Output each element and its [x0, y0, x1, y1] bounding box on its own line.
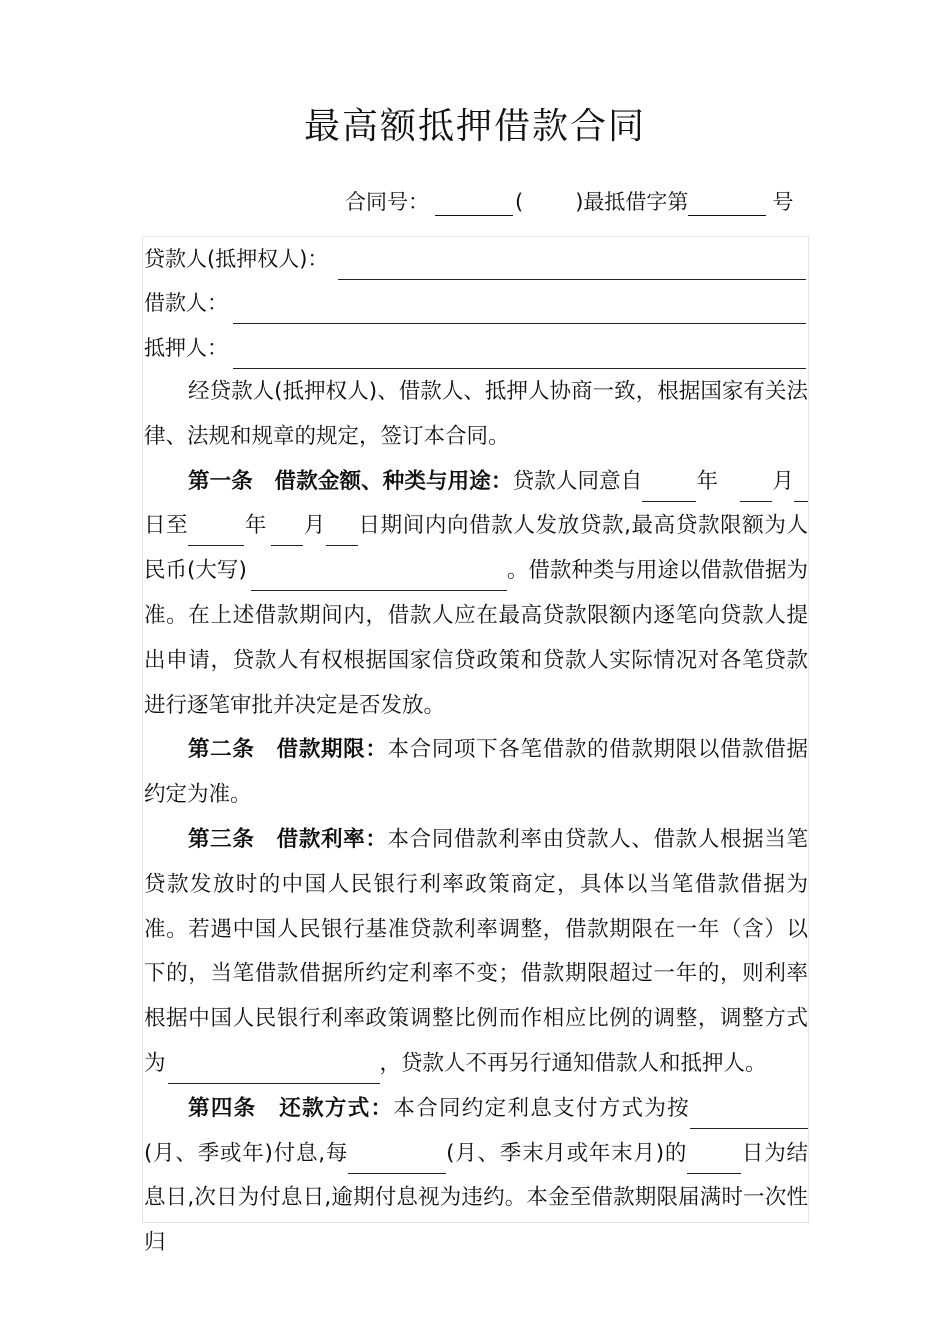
article-2-text: 本合同项下各笔借款的借款期限以借款借据约定为准。 — [144, 737, 808, 808]
end-month-blank[interactable] — [271, 523, 303, 546]
contract-year-blank[interactable] — [435, 191, 513, 216]
end-month-label: 月 — [303, 513, 326, 539]
article-3-text: 本合同借款利率由贷款人、借款人根据当笔贷款发放时的中国人民银行利率政策商定，具体以当笔借款借据为准。若遇中国人民银行基准贷款利率调整，借款期限在一年（含）以下的，当笔借款借据所约定利率不变；借款期限超过一年的，则利率根据中国人民银行利率政策调整比例而作相应比例的调整，调整方式为 — [144, 826, 808, 1076]
contract-number-label: 合同号： — [345, 190, 429, 214]
contract-serial-blank[interactable] — [688, 191, 766, 216]
document-title: 最高额抵押借款合同 — [303, 106, 646, 147]
start-month-label: 月 — [772, 468, 794, 494]
borrower-label: 借款人： — [144, 291, 228, 315]
article-1-heading: 第一条 借款金额、种类与用途： — [188, 468, 513, 494]
lender-label: 贷款人(抵押权人)： — [144, 247, 329, 271]
article-1-text-1: 贷款人同意自 — [512, 468, 643, 494]
article-2 — [144, 728, 808, 818]
settlement-day-blank[interactable] — [687, 1151, 741, 1174]
article-1-text-4: 。借款种类与用途以借款借据为准。在上述借款期间内，借款人应在最高贷款限额内逐笔向贷款人提出申请，贷款人有权根据国家信贷政策和贷款人实际情况对各笔贷款进行逐笔审批并决定是否发放。 — [144, 558, 808, 718]
loan-limit-amount-blank[interactable] — [251, 568, 507, 591]
borrower-field[interactable] — [233, 323, 806, 324]
end-year-label: 年 — [244, 513, 268, 539]
article-4-text-1: 本合同约定利息支付方式为按 — [393, 1095, 690, 1121]
contract-body — [144, 370, 808, 1266]
end-year-blank[interactable] — [188, 523, 244, 546]
article-2-heading: 第二条 借款期限： — [188, 737, 388, 763]
contract-type-text: )最抵借字第 — [575, 190, 689, 214]
article-4 — [144, 1087, 808, 1266]
article-4-text-3: (月、季末月或年末月)的 — [446, 1140, 688, 1166]
end-day-blank[interactable] — [326, 523, 358, 546]
interest-payment-basis-blank[interactable] — [690, 1106, 808, 1129]
interest-period-blank[interactable] — [348, 1151, 446, 1174]
article-4-text-2: (月、季或年)付息,每 — [144, 1140, 349, 1166]
contract-number-line — [345, 186, 793, 216]
contract-open-paren: ( — [515, 190, 524, 214]
lender-field[interactable] — [338, 279, 806, 280]
start-year-blank[interactable] — [642, 479, 696, 502]
article-1-text-2: 日至 — [144, 513, 189, 539]
mortgagor-label: 抵押人： — [144, 336, 228, 360]
article-1 — [144, 460, 808, 729]
mortgagor-field[interactable] — [233, 368, 806, 369]
intro-paragraph: 经贷款人(抵押权人)、借款人、抵押人协商一致，根据国家有关法律、法规和规章的规定，签订本合同。 — [144, 379, 808, 449]
article-3 — [144, 818, 808, 1087]
start-year-label: 年 — [696, 468, 719, 494]
article-4-heading: 第四条 还款方式： — [188, 1095, 394, 1121]
rate-adjustment-method-blank[interactable] — [168, 1061, 380, 1084]
article-4-text-4: 日为结息日,次日为付息日,逾期付息视为违约。本金至借款期限届满时一次性归 — [144, 1140, 808, 1256]
article-3-tail: ，贷款人不再另行通知借款人和抵押人。 — [379, 1050, 767, 1076]
start-day-blank[interactable] — [794, 479, 808, 502]
contract-number-suffix: 号 — [772, 190, 794, 214]
article-1-text-3: 日期间内向借款人发放贷款,最高贷款限额为人民币(大写) — [144, 513, 808, 584]
start-month-blank[interactable] — [740, 479, 772, 502]
article-3-heading: 第三条 借款利率： — [188, 826, 388, 852]
